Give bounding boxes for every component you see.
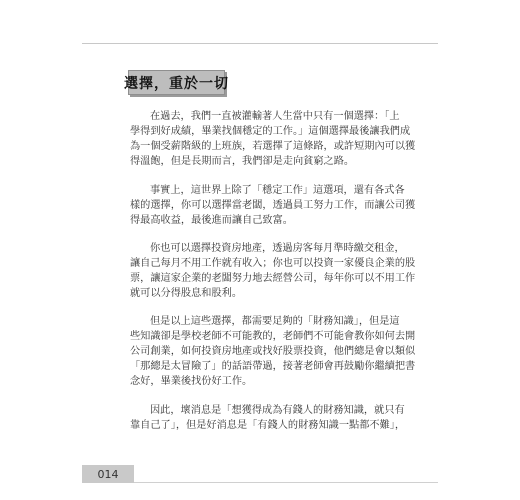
body-text-line: 但是以上這些選擇，都需要足夠的「財務知識」，但是這 [150,316,400,327]
body-text-line: 就可以分得股息和股利。 [130,288,243,299]
body-text-line: 學得到好成績，畢業找個穩定的工作。」這個選擇最後讓我們成 [130,126,411,137]
body-text-line: 得溫飽，但是長期而言，我們卻是走向貧窮之路。 [130,156,355,167]
page-number-box [82,465,134,483]
body-text-line: 事實上，這世界上除了「穩定工作」這選項，還有各式各 [150,185,405,196]
body-text-line: 靠自己了」，但是好消息是「有錢人的財務知識一點都不難」， [130,420,406,431]
body-text-line: 公司創業，如何投資房地產或找好股票投資，他們總是會以類似 [130,346,416,357]
section-heading-box [124,70,229,95]
body-text-line: 因此，壞消息是「想獲得成為有錢人的財務知識，就只有 [150,405,405,416]
page-number: 014 [97,467,119,481]
body-text-line: 得最高收益，最後進而讓自己致富。 [130,215,293,226]
body-text-line: 在過去，我們一直被灌輸著人生當中只有一個選擇：「上 [150,111,400,122]
body-text-line: 「那總是太冒險了」的話語帶過，接著老師會再鼓勵你繼續把書 [130,361,416,372]
body-text-line: 你也可以選擇投資房地產，透過房客每月準時繳交租金， [150,243,405,254]
body-text-line: 讓自己每月不用工作就有收入；你也可以投資一家優良企業的股 [130,258,416,269]
body-text-line: 樣的選擇，你可以選擇當老闆，透過員工努力工作，而讓公司獲 [130,200,416,211]
body-text-line: 念好，畢業後找份好工作。 [130,376,253,387]
section-heading: 選擇，重於一切 [124,75,229,92]
bottom-divider [134,482,438,483]
body-text-line: 票，讓這家企業的老闆努力地去經營公司，每年你可以不用工作 [130,273,416,284]
body-text-line: 些知識卻是學校老師不可能教的，老師們不可能會教你如何去開 [130,331,416,342]
top-divider [82,43,438,44]
body-text-line: 為一個受薪階級的上班族，若選擇了這條路，或許短期內可以獲 [130,141,416,152]
